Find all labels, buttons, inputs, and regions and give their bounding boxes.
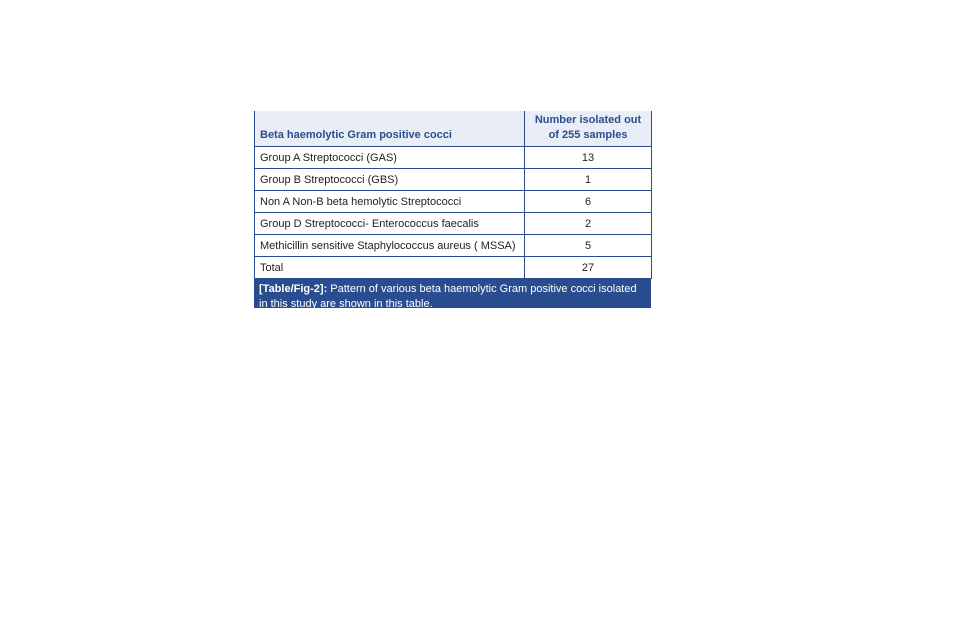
caption-text: Pattern of various beta haemolytic Gram positive cocci isolated in this study are shown in this table. <box>259 283 637 308</box>
count-cell: 5 <box>525 235 652 257</box>
table-header-row <box>255 111 652 147</box>
count-cell: 13 <box>525 147 652 169</box>
table-figure <box>254 111 651 308</box>
caption-label: [Table/Fig-2]: <box>259 283 328 295</box>
data-table <box>254 111 652 279</box>
organism-cell: Non A Non-B beta hemolytic Streptococci <box>255 191 525 213</box>
column-header-count: Number isolated out of 255 samples <box>525 111 652 147</box>
table-row <box>255 147 652 169</box>
count-cell: 1 <box>525 169 652 191</box>
column-header-organism: Beta haemolytic Gram positive cocci <box>255 111 525 147</box>
table-row <box>255 235 652 257</box>
organism-cell: Group A Streptococci (GAS) <box>255 147 525 169</box>
table-row <box>255 169 652 191</box>
count-cell: 6 <box>525 191 652 213</box>
table-row <box>255 213 652 235</box>
total-count-cell: 27 <box>525 257 652 279</box>
count-cell: 2 <box>525 213 652 235</box>
table-row-total <box>255 257 652 279</box>
organism-cell: Group D Streptococci- Enterococcus faecalis <box>255 213 525 235</box>
organism-cell: Group B Streptococci (GBS) <box>255 169 525 191</box>
organism-cell: Methicillin sensitive Staphylococcus aureus ( MSSA) <box>255 235 525 257</box>
table-row <box>255 191 652 213</box>
table-caption <box>254 279 651 308</box>
total-label-cell: Total <box>255 257 525 279</box>
